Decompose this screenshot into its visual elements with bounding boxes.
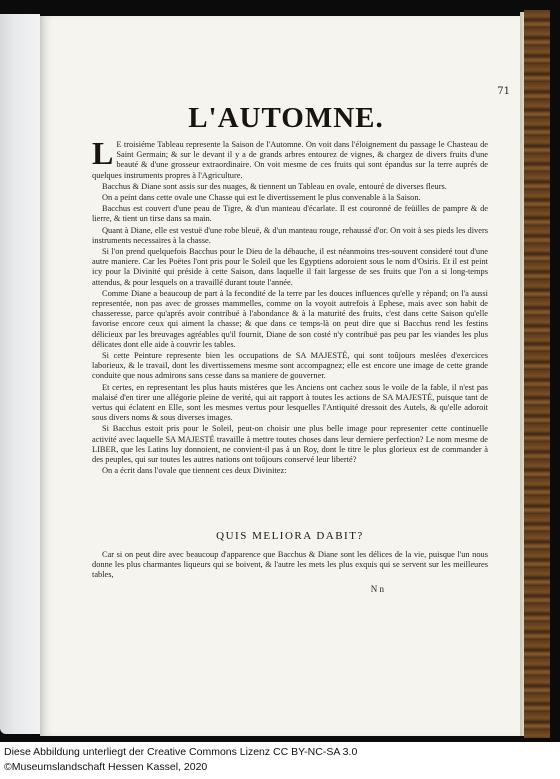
paragraph: Et certes, en representant les plus hauts mistéres que les Anciens ont cachez sous le voile de la fable, il n'est pas malaisé d'en tirer une allégorie pleine de verité, qui ait rapport à toutes les actions de SA MAJESTÉ, puisque tant de vertus qui éclatent en Elle, sont les mesmes vertus pour lesquelles l'Antiquité dressoit des Autels, & qu'elle adoroit sous divers noms & sous diverses images. bbox=[92, 382, 488, 423]
paragraph: Bacchus & Diane sont assis sur des nuages, & tiennent un Tableau en ovale, entouré de diverses fleurs. bbox=[102, 181, 447, 191]
paragraph: Bacchus est couvert d'une peau de Tigre, & d'un manteau d'écarlate. Il est couronné de feüilles de pampre & de lierre, & tient un tirse dans sa main. bbox=[92, 204, 488, 224]
page-title: L'AUTOMNE. bbox=[188, 102, 384, 134]
paragraph: Si l'on prend quelquefois Bacchus pour le Dieu de la débauche, il est néanmoins tres-souvent consideré tout d'une autre maniere. Car les Poëtes l'ont pris pour le Soleil que les Egyptiens adoroient sous le nom d'Osiris. Et il est peint icy pour la Divinité qui préside à cette Saison, dans laquelle il fait largesse de ses fruits que l'on a si long-temps attendus, & pour lesquels on a travaillé durant toute l'année. bbox=[92, 247, 488, 287]
paragraph: On a peint dans cette ovale une Chasse qui est le divertissement le plus convenable à la Saison. bbox=[102, 193, 421, 203]
motto: QUIS MELIORA DABIT? bbox=[216, 530, 364, 542]
signature-mark: N n bbox=[370, 584, 384, 594]
page-number: 71 bbox=[497, 86, 510, 97]
license-line: Diese Abbildung unterliegt der Creative Commons Lizenz CC BY-NC-SA 3.0 bbox=[4, 746, 358, 758]
license-caption bbox=[0, 742, 560, 779]
book-left-page-edge bbox=[0, 14, 40, 734]
copyright-line: ©Museumslandschaft Hessen Kassel, 2020 bbox=[4, 761, 208, 773]
closing-text bbox=[92, 550, 488, 581]
paragraph: On a écrit dans l'ovale que tiennent ces deux Divinitez: bbox=[102, 466, 287, 476]
paragraph: Si cette Peinture represente bien les occupations de SA MAJESTÉ, qui sont toûjours meslées d'exercices laborieux, & le travail, dont les divertissemens mesme sont accompagnez; elle est encore une image de cette grande conduite que nous admirons sans cesse dans sa maniere de gouverner. bbox=[92, 351, 488, 381]
paragraph: Si Bacchus estoit pris pour le Soleil, peut-on choisir une plus belle image pour representer cette continuelle activité avec laquelle SA MAJESTÉ travaille à mettre toutes choses dans leur derniere perfection? Le nom mesme de LIBER, que les Latins luy donnoient, ne convient-il pas à un Roy, dont le titre le plus glorieux est de commander à des peuples, qui sur toutes les autres nations ont toûjours conservé leur liberté? bbox=[92, 424, 488, 465]
paragraph: Comme Diane a beaucoup de part à la fecondité de la terre par les douces influences qu'elle y répand; on l'a aussi representée, non pas avec de grosses mammelles, comme on la voyoit autrefois à Ephese, mais avec son habit de chasseresse, parce qu'aprés avoir contribué à l'abondance & à la maturité des fruits, c'est dans cette Saison qu'elle favorise encore ceux qui aiment la chasse; & que dans ce temps-là on peut dire que si Bacchus rend les festins délicieux par les breuvages agréables qu'il fournit, Diane de son costé n'y contribuë pas peu par les viandes les plus délicates dont elle aide à couvrir les tables. bbox=[92, 288, 488, 349]
book-binding-edge bbox=[524, 10, 550, 738]
dropcap: L bbox=[92, 135, 114, 171]
book-page bbox=[40, 16, 524, 736]
paragraph: L E troisiéme Tableau represente la Saison de l'Automne. On voit dans l'éloignement du passage le Chasteau de Saint Germain; & sur le devant il y a de grands arbres entourez de vignes, & chargez de divers fruits d'une beauté & d'une grosseur extraordinaire. On voit mesme de ces fruits qui sont épandus sur la terre auprés de quelques instruments propres à l'Agriculture. bbox=[92, 135, 488, 180]
body-text bbox=[92, 135, 488, 478]
paragraph: Car si on peut dire avec beaucoup d'apparence que Bacchus & Diane sont les délices de la vie, puisque l'un nous donne les plus charmantes liqueurs qui se boivent, & l'autre les mets les plus exquis qui se servent sur les meilleures tables, bbox=[92, 550, 488, 580]
paragraph: Quant à Diane, elle est vestuë d'une robe bleuë, & d'un manteau rouge, rehaussé d'or. On voit à ses pieds les divers instruments necessaires à la chasse. bbox=[92, 225, 488, 245]
